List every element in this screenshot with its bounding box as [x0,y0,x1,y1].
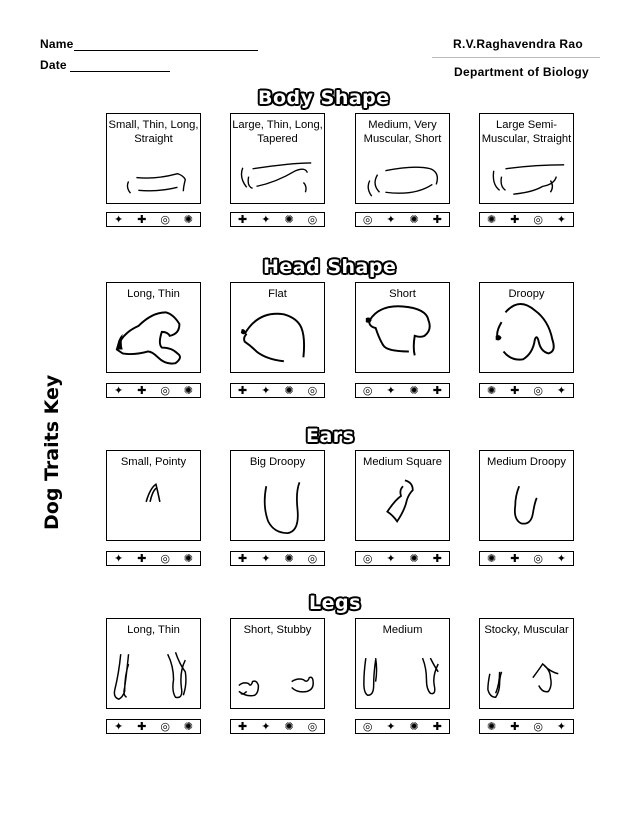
symbol-icon: ✚ [432,720,442,733]
symbol-icon: ✺ [409,384,419,397]
symbol-icon: ◎ [533,213,543,226]
author-name: R.V.Raghavendra Rao [453,37,583,51]
trait-card [355,450,450,541]
trait-label: Flat [268,288,287,300]
trait-card [479,618,574,709]
symbol-icon: ✚ [510,384,520,397]
symbol-icon: ✦ [556,213,566,226]
trait-card [106,450,201,541]
section-title: Legs [309,592,361,614]
symbol-row [106,719,201,734]
trait-label: Big Droopy [249,456,306,468]
symbol-row [355,383,450,398]
symbol-icon: ✚ [432,552,442,565]
trait-card [355,113,450,204]
symbol-icon: ◎ [533,720,543,733]
section-title: Ears [306,425,355,447]
symbol-icon: ✺ [183,213,193,226]
symbol-icon: ◎ [533,552,543,565]
side-title: Dog Traits Key [41,374,63,530]
trait-label: Large, Thin, Long, Tapered [232,119,323,145]
symbol-icon: ✦ [114,720,124,733]
symbol-icon: ✺ [409,552,419,565]
trait-label: Small, Pointy [120,456,187,468]
symbol-icon: ✚ [432,384,442,397]
symbol-icon: ✚ [238,213,248,226]
symbol-icon: ◎ [160,552,170,565]
symbol-icon: ✺ [183,720,193,733]
date-label: Date [40,58,67,72]
symbol-row [230,719,325,734]
symbol-icon: ✦ [556,384,566,397]
symbol-icon: ✦ [114,213,124,226]
symbol-icon: ✺ [487,384,497,397]
symbol-icon: ✚ [238,384,248,397]
symbol-row [479,719,574,734]
symbol-icon: ✺ [487,552,497,565]
symbol-icon: ✚ [432,213,442,226]
trait-card [106,618,201,709]
symbol-icon: ✚ [510,720,520,733]
date-line[interactable] [70,71,170,72]
symbol-icon: ◎ [160,213,170,226]
trait-card [106,282,201,373]
symbol-icon: ◎ [362,552,373,565]
symbol-icon: ✚ [137,384,147,397]
department-name: Department of Biology [454,65,589,79]
symbol-icon: ✚ [238,720,248,733]
symbol-icon: ✚ [510,552,520,565]
symbol-icon: ◎ [160,384,170,397]
trait-card [230,450,325,541]
trait-label: Short, Stubby [243,624,312,636]
symbol-icon: ✺ [409,213,419,226]
symbol-icon: ✺ [183,384,193,397]
symbol-icon: ✦ [386,384,396,397]
trait-label: Medium, Very Muscular, Short [363,119,442,145]
section-title: Body Shape [258,87,390,109]
symbol-icon: ◎ [307,213,318,226]
trait-card [479,282,574,373]
symbol-icon: ◎ [533,384,543,397]
symbol-icon: ✦ [261,552,271,565]
trait-label: Medium [382,624,423,636]
symbol-row [230,383,325,398]
symbol-icon: ◎ [362,213,373,226]
symbol-icon: ✦ [261,213,271,226]
symbol-icon: ◎ [307,720,318,733]
symbol-row [106,383,201,398]
symbol-icon: ✚ [137,213,147,226]
symbol-row [355,212,450,227]
name-label: Name [40,37,74,51]
symbol-icon: ✦ [261,720,271,733]
symbol-icon: ✺ [284,720,294,733]
symbol-row [479,212,574,227]
symbol-icon: ✦ [261,384,271,397]
symbol-row [479,383,574,398]
name-line[interactable] [74,50,258,51]
symbol-icon: ✺ [487,213,497,226]
trait-label: Medium Droopy [487,456,566,468]
symbol-icon: ✦ [386,552,396,565]
symbol-icon: ◎ [160,720,170,733]
symbol-icon: ✦ [114,384,124,397]
symbol-icon: ✦ [386,720,396,733]
symbol-icon: ✦ [556,552,566,565]
symbol-icon: ◎ [307,552,318,565]
symbol-row [479,551,574,566]
symbol-icon: ✺ [284,552,294,565]
trait-label: Long, Thin [127,624,180,636]
trait-label: Large Semi-Muscular, Straight [481,119,572,145]
author-underline [432,57,600,58]
symbol-icon: ◎ [362,384,373,397]
symbol-icon: ✺ [284,384,294,397]
trait-card [479,113,574,204]
section-title: Head Shape [263,256,397,278]
trait-label: Droopy [508,288,545,300]
trait-card [230,282,325,373]
symbol-icon: ✺ [183,552,193,565]
symbol-icon: ✦ [556,720,566,733]
symbol-row [106,212,201,227]
symbol-row [106,551,201,566]
symbol-row [355,719,450,734]
trait-label: Medium Square [363,456,442,468]
symbol-row [230,212,325,227]
symbol-icon: ✚ [238,552,248,565]
trait-card [355,282,450,373]
symbol-icon: ✺ [487,720,497,733]
symbol-icon: ✚ [510,213,520,226]
symbol-icon: ✺ [284,213,294,226]
trait-card [106,113,201,204]
symbol-row [355,551,450,566]
symbol-icon: ✚ [137,552,147,565]
symbol-icon: ✺ [409,720,419,733]
trait-label: Small, Thin, Long, Straight [108,119,199,145]
trait-label: Short [389,288,416,300]
trait-label: Stocky, Muscular [484,624,569,636]
symbol-icon: ✦ [114,552,124,565]
symbol-icon: ◎ [307,384,318,397]
trait-card [230,113,325,204]
trait-card [355,618,450,709]
symbol-icon: ✦ [386,213,396,226]
symbol-icon: ✚ [137,720,147,733]
trait-label: Long, Thin [127,288,180,300]
symbol-row [230,551,325,566]
trait-card [479,450,574,541]
symbol-icon: ◎ [362,720,373,733]
trait-card [230,618,325,709]
